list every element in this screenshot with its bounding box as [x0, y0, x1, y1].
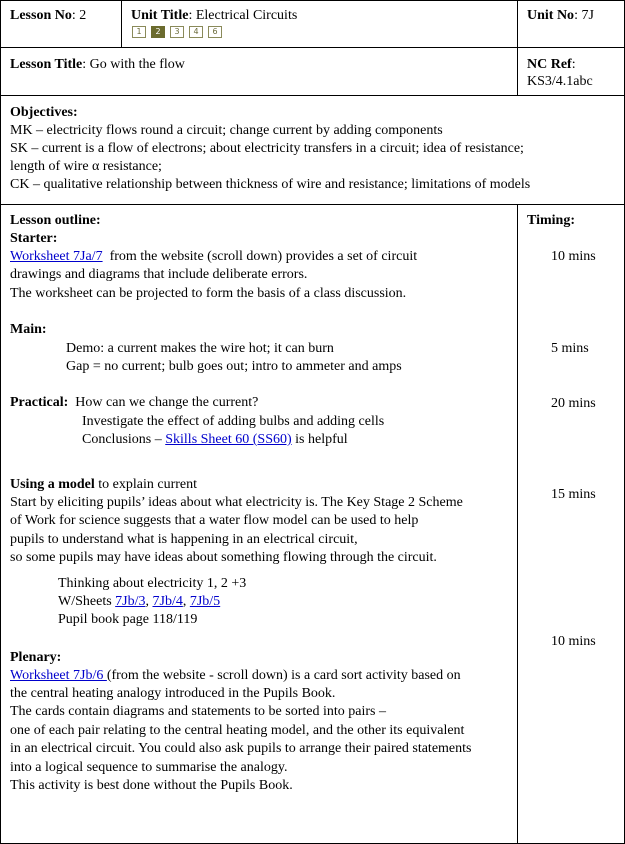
model-line: so some pupils may have ideas about something flowing through the circuit.	[10, 550, 437, 565]
lesson-button-1[interactable]: 1	[132, 26, 146, 38]
starter-line: The worksheet can be projected to form the basis of a class discussion.	[10, 286, 407, 301]
unit-no: Unit No: 7J	[527, 8, 594, 23]
worksheet-7jb4-link[interactable]: 7Jb/4	[152, 594, 183, 609]
thinking-line: Thinking about electricity 1, 2 +3	[58, 576, 247, 591]
lesson-button-4[interactable]: 4	[189, 26, 203, 38]
model-heading: Using a model to explain current	[10, 477, 198, 492]
plenary-line: into a logical sequence to summarise the analogy.	[10, 760, 288, 775]
practical-line: Practical: How can we change the current?	[10, 395, 259, 410]
objective-line: SK – current is a flow of electrons; about electricity transfers in a circuit; idea of resistance;	[10, 141, 524, 156]
main-heading: Main:	[10, 322, 47, 337]
worksheet-7ja7-link[interactable]: Worksheet 7Ja/7	[10, 249, 103, 264]
objective-line: length of wire α resistance;	[10, 159, 162, 174]
starter-line: drawings and diagrams that include deliberate errors.	[10, 267, 308, 282]
plenary-line: one of each pair relating to the central heating model, and the other its equivalent	[10, 723, 465, 738]
pupil-book-line: Pupil book page 118/119	[58, 612, 198, 627]
lesson-button-3[interactable]: 3	[170, 26, 184, 38]
practical-line: Conclusions – Skills Sheet 60 (SS60) is helpful	[82, 432, 348, 447]
model-line: Start by eliciting pupils’ ideas about what electricity is. The Key Stage 2 Scheme	[10, 495, 463, 510]
lesson-button-2[interactable]: 2	[151, 26, 165, 38]
plenary-line: Worksheet 7Jb/6 (from the website - scroll down) is a card sort activity based on	[10, 668, 461, 683]
plenary-heading: Plenary:	[10, 650, 62, 665]
model-timing: 15 mins	[551, 487, 596, 502]
objective-line: CK – qualitative relationship between thickness of wire and resistance; limitations of models	[10, 177, 531, 192]
worksheet-7jb5-link[interactable]: 7Jb/5	[189, 594, 221, 609]
lesson-no: Lesson No: 2	[10, 8, 87, 23]
worksheet-7jb3-link[interactable]: 7Jb/3	[115, 594, 146, 609]
nc-ref-label: NC Ref:	[527, 57, 576, 72]
main-line: Gap = no current; bulb goes out; intro to ammeter and amps	[66, 359, 402, 374]
worksheet-7jb6-link[interactable]: Worksheet 7Jb/6	[10, 668, 107, 683]
starter-line: Worksheet 7Ja/7 from the website (scroll down) provides a set of circuit	[10, 249, 418, 264]
model-line: of Work for science suggests that a water flow model can be used to help	[10, 513, 419, 528]
practical-line: Investigate the effect of adding bulbs and adding cells	[82, 414, 385, 429]
plenary-line: The cards contain diagrams and statements to be sorted into pairs –	[10, 704, 386, 719]
lesson-button-6[interactable]: 6	[208, 26, 222, 38]
starter-heading: Starter:	[10, 231, 58, 246]
lesson-title: Lesson Title: Go with the flow	[10, 57, 185, 72]
objectives-heading: Objectives:	[10, 105, 78, 120]
timing-heading: Timing:	[527, 213, 575, 228]
main-timing: 5 mins	[551, 341, 589, 356]
unit-title: Unit Title: Electrical Circuits	[131, 8, 298, 23]
main-line: Demo: a current makes the wire hot; it can burn	[66, 341, 334, 356]
skills-sheet-60-link[interactable]: Skills Sheet 60 (SS60)	[165, 432, 292, 447]
model-line: pupils to understand what is happening in an electrical circuit,	[10, 532, 358, 547]
nc-ref-value: KS3/4.1abc	[527, 74, 593, 89]
plenary-timing: 10 mins	[551, 634, 596, 649]
practical-timing: 20 mins	[551, 396, 596, 411]
plenary-line: the central heating analogy introduced in the Pupils Book.	[10, 686, 336, 701]
timing-cell	[517, 204, 625, 844]
plenary-line: in an electrical circuit. You could also ask pupils to arrange their paired statements	[10, 741, 472, 756]
plenary-line: This activity is best done without the Pupils Book.	[10, 778, 293, 793]
wsheets-line: W/Sheets 7Jb/3, 7Jb/4, 7Jb/5	[58, 594, 221, 609]
objective-line: MK – electricity flows round a circuit; change current by adding components	[10, 123, 443, 138]
outline-heading: Lesson outline:	[10, 213, 101, 228]
starter-timing: 10 mins	[551, 249, 596, 264]
